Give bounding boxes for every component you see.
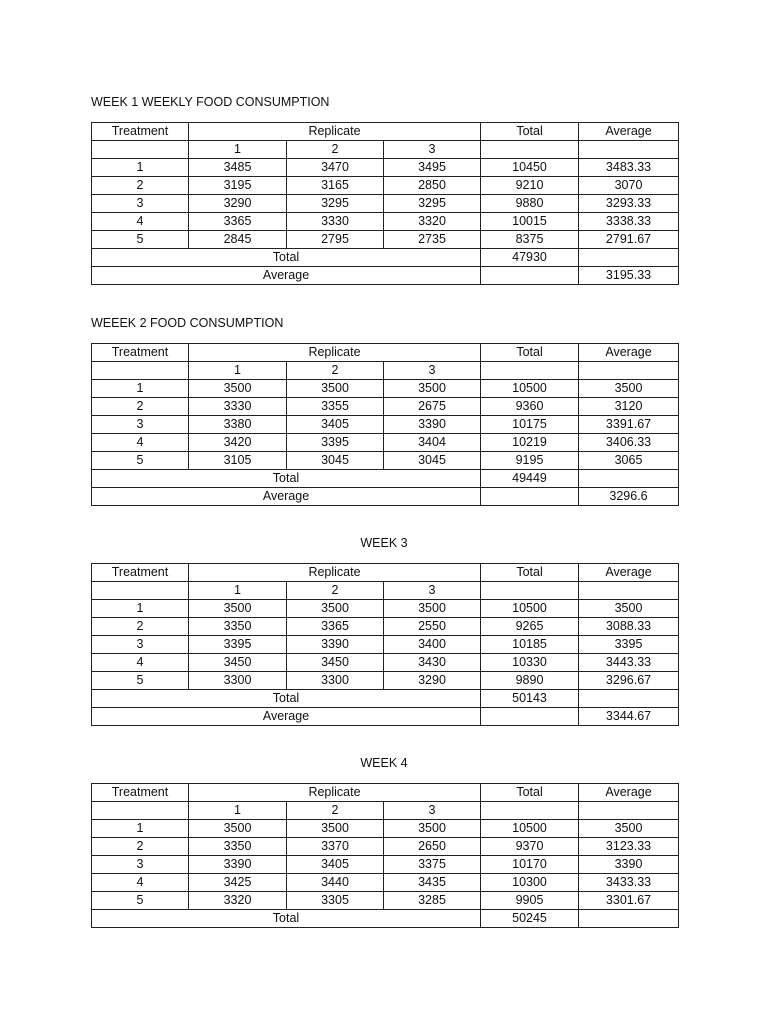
week2-title: WEEEK 2 FOOD CONSUMPTION (91, 316, 284, 330)
total-cell: 9370 (481, 838, 579, 856)
grand-total-label: Total (92, 910, 481, 928)
grand-average-value: 3344.67 (579, 708, 679, 726)
average-cell: 3120 (579, 398, 679, 416)
average-cell: 3301.67 (579, 892, 679, 910)
grand-average-label: Average (92, 708, 481, 726)
replicate-cell: 3395 (287, 434, 384, 452)
treatment-cell: 5 (92, 231, 189, 249)
replicate-cell: 3295 (287, 195, 384, 213)
subheader-row (92, 802, 679, 820)
replicate-cell: 3045 (287, 452, 384, 470)
header-row (92, 784, 679, 802)
table-row (92, 672, 679, 690)
replicate-cell: 3420 (189, 434, 287, 452)
total-cell: 9210 (481, 177, 579, 195)
replicate-cell: 3290 (384, 672, 481, 690)
average-cell: 3123.33 (579, 838, 679, 856)
grand-total-row (92, 249, 679, 267)
average-cell: 3070 (579, 177, 679, 195)
table-row (92, 892, 679, 910)
average-header: Average (579, 564, 679, 582)
replicate-cell: 3380 (189, 416, 287, 434)
total-cell: 9265 (481, 618, 579, 636)
total-cell: 10450 (481, 159, 579, 177)
treatment-cell: 2 (92, 177, 189, 195)
replicate-cell: 3195 (189, 177, 287, 195)
replicate-2-header: 2 (287, 141, 384, 159)
replicate-cell: 3365 (287, 618, 384, 636)
table-row (92, 838, 679, 856)
replicate-cell: 3375 (384, 856, 481, 874)
week3-table (91, 563, 679, 726)
total-cell: 10300 (481, 874, 579, 892)
replicate-cell: 3500 (384, 820, 481, 838)
replicate-cell: 3500 (287, 380, 384, 398)
table-row (92, 636, 679, 654)
replicate-cell: 3290 (189, 195, 287, 213)
replicate-2-header: 2 (287, 582, 384, 600)
replicate-3-header: 3 (384, 141, 481, 159)
header-row (92, 564, 679, 582)
average-cell: 3293.33 (579, 195, 679, 213)
average-cell: 3433.33 (579, 874, 679, 892)
total-cell: 10500 (481, 600, 579, 618)
average-cell: 3296.67 (579, 672, 679, 690)
treatment-cell: 4 (92, 434, 189, 452)
replicate-cell: 3405 (287, 856, 384, 874)
grand-total-label: Total (92, 249, 481, 267)
replicate-1-header: 1 (189, 802, 287, 820)
total-cell: 10185 (481, 636, 579, 654)
table-row (92, 856, 679, 874)
replicate-cell: 3365 (189, 213, 287, 231)
replicate-cell: 3400 (384, 636, 481, 654)
replicate-cell: 3305 (287, 892, 384, 910)
grand-average-row (92, 488, 679, 506)
replicate-cell: 3450 (189, 654, 287, 672)
replicate-cell: 3500 (384, 600, 481, 618)
total-cell: 9360 (481, 398, 579, 416)
replicate-cell: 3470 (287, 159, 384, 177)
replicate-cell: 3430 (384, 654, 481, 672)
replicate-cell: 3500 (189, 600, 287, 618)
table-row (92, 231, 679, 249)
grand-total-row (92, 910, 679, 928)
table-row (92, 398, 679, 416)
replicate-cell: 3350 (189, 618, 287, 636)
treatment-cell: 5 (92, 672, 189, 690)
grand-average-label: Average (92, 267, 481, 285)
replicate-cell: 3485 (189, 159, 287, 177)
replicate-cell: 3440 (287, 874, 384, 892)
total-header: Total (481, 123, 579, 141)
replicate-cell: 3405 (287, 416, 384, 434)
treatment-cell: 3 (92, 195, 189, 213)
grand-average-value: 3296.6 (579, 488, 679, 506)
treatment-cell: 5 (92, 452, 189, 470)
treatment-header: Treatment (92, 564, 189, 582)
replicate-3-header: 3 (384, 362, 481, 380)
grand-average-row (92, 708, 679, 726)
average-cell: 3088.33 (579, 618, 679, 636)
replicate-2-header: 2 (287, 362, 384, 380)
grand-average-row (92, 267, 679, 285)
treatment-header: Treatment (92, 784, 189, 802)
replicate-cell: 3500 (287, 600, 384, 618)
subheader-row (92, 362, 679, 380)
table-row (92, 177, 679, 195)
treatment-cell: 4 (92, 213, 189, 231)
treatment-cell: 3 (92, 416, 189, 434)
treatment-cell: 5 (92, 892, 189, 910)
table-row (92, 600, 679, 618)
replicate-cell: 3320 (189, 892, 287, 910)
week2-table (91, 343, 679, 506)
replicate-cell: 3370 (287, 838, 384, 856)
treatment-cell: 2 (92, 838, 189, 856)
average-header: Average (579, 784, 679, 802)
table-row (92, 618, 679, 636)
average-cell: 3443.33 (579, 654, 679, 672)
replicate-3-header: 3 (384, 802, 481, 820)
total-cell: 10330 (481, 654, 579, 672)
table-row (92, 434, 679, 452)
replicate-cell: 3330 (189, 398, 287, 416)
total-cell: 10175 (481, 416, 579, 434)
replicate-cell: 3450 (287, 654, 384, 672)
replicate-3-header: 3 (384, 582, 481, 600)
replicate-cell: 3500 (384, 380, 481, 398)
replicate-cell: 2795 (287, 231, 384, 249)
header-row (92, 344, 679, 362)
week1-title: WEEK 1 WEEKLY FOOD CONSUMPTION (91, 95, 330, 109)
total-header: Total (481, 344, 579, 362)
replicate-cell: 3500 (189, 380, 287, 398)
treatment-cell: 3 (92, 856, 189, 874)
replicate-1-header: 1 (189, 362, 287, 380)
replicate-cell: 3404 (384, 434, 481, 452)
average-cell: 3500 (579, 380, 679, 398)
grand-average-value: 3195.33 (579, 267, 679, 285)
replicate-cell: 3500 (287, 820, 384, 838)
table-row (92, 654, 679, 672)
total-cell: 10500 (481, 820, 579, 838)
treatment-cell: 4 (92, 874, 189, 892)
replicate-cell: 3355 (287, 398, 384, 416)
replicate-cell: 3300 (287, 672, 384, 690)
replicate-cell: 3425 (189, 874, 287, 892)
total-cell: 9195 (481, 452, 579, 470)
replicate-cell: 3330 (287, 213, 384, 231)
week4-table (91, 783, 679, 928)
table-row (92, 159, 679, 177)
table-row (92, 380, 679, 398)
replicate-cell: 2845 (189, 231, 287, 249)
average-cell: 3483.33 (579, 159, 679, 177)
treatment-cell: 3 (92, 636, 189, 654)
treatment-cell: 2 (92, 618, 189, 636)
treatment-cell: 1 (92, 820, 189, 838)
total-cell: 9905 (481, 892, 579, 910)
grand-total-value: 50143 (481, 690, 579, 708)
treatment-header: Treatment (92, 123, 189, 141)
replicate-cell: 3295 (384, 195, 481, 213)
average-cell: 3406.33 (579, 434, 679, 452)
table-row (92, 452, 679, 470)
replicate-1-header: 1 (189, 141, 287, 159)
table-row (92, 195, 679, 213)
treatment-cell: 1 (92, 600, 189, 618)
total-header: Total (481, 564, 579, 582)
replicate-cell: 3390 (189, 856, 287, 874)
total-cell: 10015 (481, 213, 579, 231)
total-header: Total (481, 784, 579, 802)
replicate-cell: 3500 (189, 820, 287, 838)
replicate-cell: 3390 (287, 636, 384, 654)
week1-table (91, 122, 679, 285)
replicate-cell: 3495 (384, 159, 481, 177)
average-header: Average (579, 123, 679, 141)
total-cell: 9890 (481, 672, 579, 690)
table-row (92, 213, 679, 231)
grand-total-value: 47930 (481, 249, 579, 267)
total-cell: 10219 (481, 434, 579, 452)
replicate-cell: 3105 (189, 452, 287, 470)
replicate-cell: 2650 (384, 838, 481, 856)
replicate-header: Replicate (189, 564, 481, 582)
grand-total-row (92, 690, 679, 708)
table-row (92, 416, 679, 434)
average-cell: 3390 (579, 856, 679, 874)
treatment-cell: 2 (92, 398, 189, 416)
grand-total-value: 50245 (481, 910, 579, 928)
replicate-cell: 2550 (384, 618, 481, 636)
grand-total-row (92, 470, 679, 488)
week3-title: WEEK 3 (360, 536, 408, 550)
replicate-cell: 3165 (287, 177, 384, 195)
average-header: Average (579, 344, 679, 362)
grand-total-value: 49449 (481, 470, 579, 488)
replicate-2-header: 2 (287, 802, 384, 820)
average-cell: 2791.67 (579, 231, 679, 249)
grand-total-label: Total (92, 470, 481, 488)
treatment-cell: 4 (92, 654, 189, 672)
average-cell: 3500 (579, 820, 679, 838)
treatment-cell: 1 (92, 159, 189, 177)
table-row (92, 874, 679, 892)
replicate-cell: 2675 (384, 398, 481, 416)
replicate-cell: 3320 (384, 213, 481, 231)
replicate-cell: 3350 (189, 838, 287, 856)
average-cell: 3065 (579, 452, 679, 470)
grand-average-label: Average (92, 488, 481, 506)
header-row (92, 123, 679, 141)
replicate-1-header: 1 (189, 582, 287, 600)
replicate-cell: 3435 (384, 874, 481, 892)
replicate-cell: 3300 (189, 672, 287, 690)
week4-title: WEEK 4 (360, 756, 408, 770)
average-cell: 3391.67 (579, 416, 679, 434)
treatment-header: Treatment (92, 344, 189, 362)
replicate-cell: 2850 (384, 177, 481, 195)
replicate-header: Replicate (189, 784, 481, 802)
total-cell: 10170 (481, 856, 579, 874)
average-cell: 3338.33 (579, 213, 679, 231)
subheader-row (92, 582, 679, 600)
replicate-cell: 3045 (384, 452, 481, 470)
average-cell: 3500 (579, 600, 679, 618)
table-row (92, 820, 679, 838)
replicate-cell: 3285 (384, 892, 481, 910)
average-cell: 3395 (579, 636, 679, 654)
replicate-cell: 3395 (189, 636, 287, 654)
replicate-header: Replicate (189, 344, 481, 362)
treatment-cell: 1 (92, 380, 189, 398)
subheader-row (92, 141, 679, 159)
total-cell: 8375 (481, 231, 579, 249)
replicate-cell: 2735 (384, 231, 481, 249)
total-cell: 9880 (481, 195, 579, 213)
replicate-cell: 3390 (384, 416, 481, 434)
grand-total-label: Total (92, 690, 481, 708)
total-cell: 10500 (481, 380, 579, 398)
replicate-header: Replicate (189, 123, 481, 141)
